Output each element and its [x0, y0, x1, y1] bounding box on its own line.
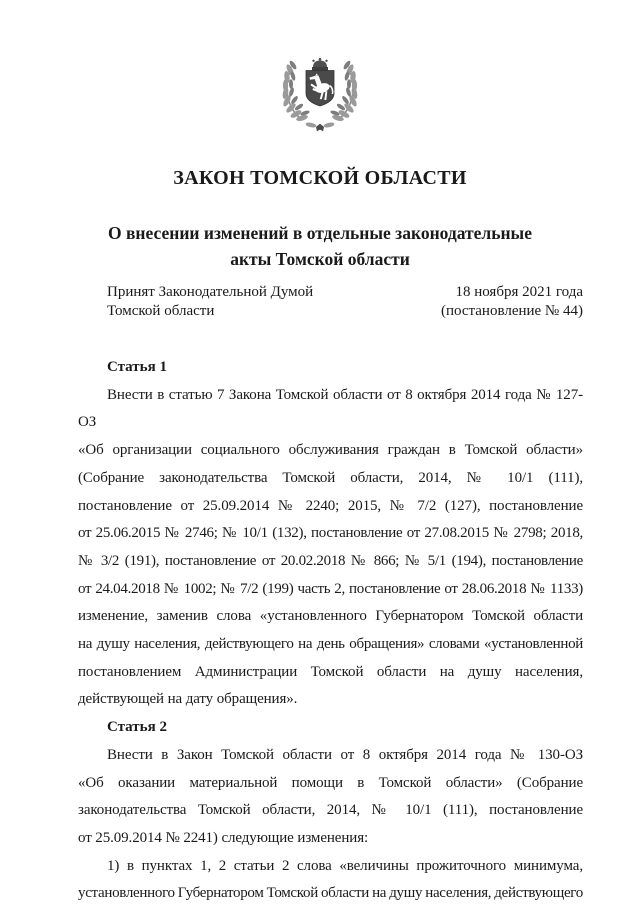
document-subtitle-line1: О внесении изменений в отдельные законодательные	[107, 223, 532, 243]
article-2-line: «Об оказании материальной помощи в Томской области» (Собрание	[78, 774, 583, 791]
article-1-line: на душу населения, действующего на день обращения» словами «установленной	[78, 636, 583, 653]
document-subtitle-line2: акты Томской области	[230, 248, 410, 269]
document-title: ЗАКОН ТОМСКОЙ ОБЛАСТИ	[173, 167, 467, 189]
article-1-heading: Статья 1	[107, 359, 167, 375]
article-2-line: законодательства Томской области, 2014, № 10/1 (111), постановление	[78, 802, 583, 819]
article-2-line: 1) в пунктах 1, 2 статьи 2 слова «величины прожиточного минимума,	[107, 857, 583, 874]
adoption-details	[441, 283, 583, 321]
article-2-heading: Статья 2	[107, 719, 167, 736]
article-1-line: от 25.06.2015 № 2746; № 10/1 (132), постановление от 27.08.2015 № 2798; 2018,	[78, 525, 583, 542]
adopted-by-line2: Томской области	[107, 303, 215, 319]
article-1-line: Внести в статью 7 Закона Томской области от 8 октября 2014 года № 127-ОЗ	[78, 386, 583, 431]
document-subtitle	[57, 221, 583, 272]
article-1-line: «Об организации социального обслуживания граждан в Томской области»	[78, 442, 583, 459]
article-1-line: постановление от 25.09.2014 № 2240; 2015, № 7/2 (127), постановление	[78, 497, 583, 514]
article-2-line: установленного Губернатором Томской области на душу населения, действующего	[78, 885, 583, 902]
article-2-line: Внести в Закон Томской области от 8 октября 2014 года № 130-ОЗ	[107, 746, 583, 763]
adoption-block	[107, 283, 583, 321]
article-1-line: (Собрание законодательства Томской области, 2014, № 10/1 (111),	[78, 469, 583, 486]
article-1-line: от 24.04.2018 № 1002; № 7/2 (199) часть 2, постановление от 28.06.2018 № 1133)	[78, 580, 583, 597]
article-1-line: изменение, заменив слова «установленного Губернатором Томской области	[78, 608, 583, 625]
adopted-by	[107, 283, 313, 321]
adoption-date: 18 ноября 2021 года	[455, 284, 583, 300]
document-body	[78, 354, 583, 905]
article-2-line: от 25.09.2014 № 2241) следующие изменения:	[78, 829, 369, 846]
adoption-resolution: (постановление № 44)	[440, 303, 583, 319]
article-1-line: действующей на дату обращения».	[78, 691, 298, 708]
tomsk-oblast-coat-of-arms-icon	[278, 57, 362, 135]
article-1-line: № 3/2 (191), постановление от 20.02.2018 № 866; № 5/1 (194), постановление	[78, 552, 583, 569]
adopted-by-line1: Принят Законодательной Думой	[107, 284, 314, 300]
article-1-line: постановлением Администрации Томской области на душу населения,	[78, 663, 583, 680]
